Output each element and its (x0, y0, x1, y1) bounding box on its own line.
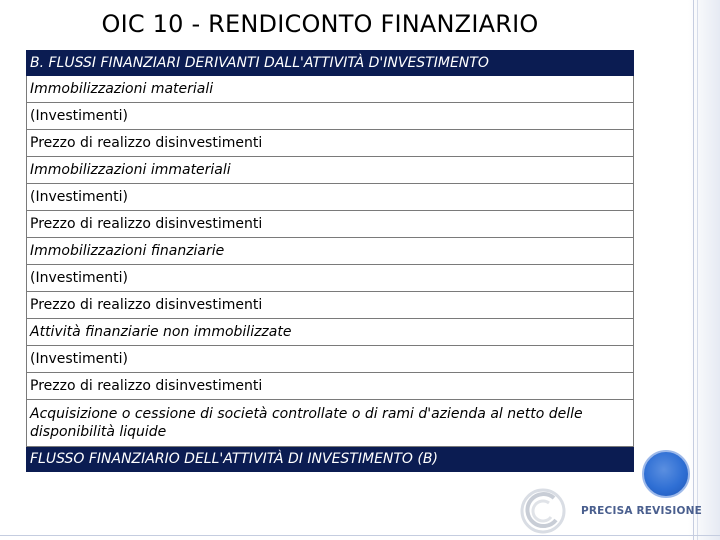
table-cell: Acquisizione o cessione di società controllate o di rami d'azienda al netto delle disponibilità liquide (27, 400, 634, 447)
table-row (27, 265, 634, 292)
table-cell: Immobilizzazioni immateriali (27, 157, 634, 184)
table-row (27, 292, 634, 319)
table-header-cell: B. FLUSSI FINANZIARI DERIVANTI DALL'ATTIVITÀ D'INVESTIMENTO (27, 51, 634, 76)
frame-line (0, 535, 720, 536)
table-row (27, 184, 634, 211)
table-cell: (Investimenti) (27, 184, 634, 211)
table-row (27, 400, 634, 447)
table-cell: (Investimenti) (27, 265, 634, 292)
frame-line (693, 0, 694, 540)
table-cell: Attività finanziarie non immobilizzate (27, 319, 634, 346)
table-row (27, 319, 634, 346)
table-row (27, 238, 634, 265)
table-cell: Prezzo di realizzo disinvestimenti (27, 373, 634, 400)
table-footer-row (27, 447, 634, 472)
slide-title: OIC 10 - RENDICONTO FINANZIARIO (101, 10, 539, 38)
table-cell: Immobilizzazioni materiali (27, 76, 634, 103)
table-cell: Prezzo di realizzo disinvestimenti (27, 292, 634, 319)
logo-mark-icon (516, 486, 570, 536)
accent-circle (642, 450, 690, 498)
table-cell: (Investimenti) (27, 103, 634, 130)
table-row (27, 76, 634, 103)
table-cell: (Investimenti) (27, 346, 634, 373)
table-cell: Prezzo di realizzo disinvestimenti (27, 130, 634, 157)
table-cell: Immobilizzazioni finanziarie (27, 238, 634, 265)
table-row (27, 103, 634, 130)
frame-line (697, 0, 698, 540)
table-row (27, 346, 634, 373)
table-header-row (27, 51, 634, 76)
table-cell: Prezzo di realizzo disinvestimenti (27, 211, 634, 238)
logo-text: PRECISA REVISIONE (581, 505, 702, 517)
table-row (27, 130, 634, 157)
table-row (27, 373, 634, 400)
cash-flow-table (26, 50, 634, 472)
table-row (27, 157, 634, 184)
table-footer-cell: FLUSSO FINANZIARIO DELL'ATTIVITÀ DI INVESTIMENTO (B) (27, 447, 634, 472)
table-row (27, 211, 634, 238)
